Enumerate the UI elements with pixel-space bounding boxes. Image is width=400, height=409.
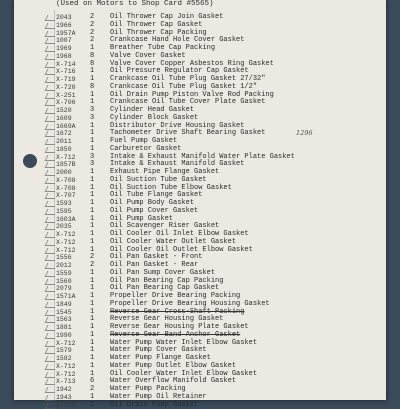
part-number: 1545 bbox=[56, 309, 86, 317]
quantity: 2 bbox=[90, 30, 102, 38]
part-number: X-713 bbox=[56, 378, 86, 386]
gasket-description: Oil Cooler Water Outlet Gasket bbox=[110, 239, 236, 247]
part-number: X-714 bbox=[56, 61, 86, 69]
gasket-description: Water Pump Packing bbox=[110, 386, 186, 394]
part-number: X-708 bbox=[56, 177, 86, 185]
part-number: X-251 bbox=[56, 92, 86, 100]
part-number: 1672 bbox=[56, 130, 86, 138]
part-number: 1857B bbox=[56, 161, 86, 169]
gasket-description: Oil Scavenger Riser Gasket bbox=[110, 223, 219, 231]
gasket-description: Water Pump Cover Gasket bbox=[110, 347, 207, 355]
quantity: 1 bbox=[90, 316, 102, 324]
part-number: X-712 bbox=[56, 371, 86, 379]
gasket-description: Oil Drain Pump Gasket bbox=[110, 402, 198, 409]
quantity: 1 bbox=[90, 270, 102, 278]
part-number: 1881 bbox=[56, 324, 86, 332]
gasket-description: Water Overflow Manifold Gasket bbox=[110, 378, 236, 386]
gasket-description: Crankcase Hand Hole Cover Gasket bbox=[110, 37, 244, 45]
quantity: 8 bbox=[90, 84, 102, 92]
part-number: 1593 bbox=[56, 200, 86, 208]
gasket-description: Valve Cover Gasket bbox=[110, 53, 186, 61]
part-number: 2012 bbox=[56, 262, 86, 270]
part-number: X-709 bbox=[56, 402, 86, 409]
gasket-description: Reverse Gear Band Anchor Gasket bbox=[110, 332, 240, 340]
part-number: 1849 bbox=[56, 301, 86, 309]
quantity: 3 bbox=[90, 161, 102, 169]
part-number: X-720 bbox=[56, 84, 86, 92]
gasket-description: Oil Cooler Water Inlet Elbow Gasket bbox=[110, 371, 257, 379]
list-item bbox=[14, 402, 386, 409]
quantity: 2 bbox=[90, 262, 102, 270]
gasket-description: Oil Suction Tube Elbow Gasket bbox=[110, 185, 232, 193]
quantity: 1 bbox=[90, 394, 102, 402]
quantity: 1 bbox=[90, 177, 102, 185]
part-number: X-712 bbox=[56, 154, 86, 162]
quantity: 2 bbox=[90, 402, 102, 409]
part-number: 1563 bbox=[56, 316, 86, 324]
parts-list-page bbox=[14, 0, 386, 400]
gasket-description: Crankcase Oil Tube Plug Gasket 27/32" bbox=[110, 76, 265, 84]
quantity: 1 bbox=[90, 324, 102, 332]
quantity: 1 bbox=[90, 309, 102, 317]
gasket-description: Oil Cooler Oil Inlet Elbow Gasket bbox=[110, 231, 249, 239]
gasket-description: Distributor Drive Housing Gasket bbox=[110, 123, 244, 131]
quantity: 1 bbox=[90, 278, 102, 286]
part-number: 1582 bbox=[56, 355, 86, 363]
quantity: 1 bbox=[90, 146, 102, 154]
part-number: 1966 bbox=[56, 22, 86, 30]
part-number: 1603A bbox=[56, 216, 86, 224]
page-header: (Used on Motors to Shop Card #5565) bbox=[56, 0, 214, 8]
list-item bbox=[14, 107, 386, 115]
gasket-description: Water Pump Flange Gasket bbox=[110, 355, 211, 363]
part-number: 1990 bbox=[56, 332, 86, 340]
part-number: 2043 bbox=[56, 14, 86, 22]
gasket-description: Crankcase Oil Tube Plug Gasket 1/2" bbox=[110, 84, 257, 92]
quantity: 1 bbox=[90, 247, 102, 255]
quantity: 1 bbox=[90, 169, 102, 177]
gasket-description: Fuel Pump Gasket bbox=[110, 138, 177, 146]
quantity: 1 bbox=[90, 371, 102, 379]
part-number: 1968 bbox=[56, 53, 86, 61]
part-number: X-706 bbox=[56, 99, 86, 107]
part-number: 1007 bbox=[56, 37, 86, 45]
quantity: 1 bbox=[90, 138, 102, 146]
gasket-description: Oil Pan Bearing Cap Gasket bbox=[110, 285, 219, 293]
part-number: 2035 bbox=[56, 223, 86, 231]
part-number: 1850 bbox=[56, 146, 86, 154]
part-number: 1571A bbox=[56, 293, 86, 301]
list-item bbox=[14, 192, 386, 200]
quantity: 1 bbox=[90, 355, 102, 363]
quantity: 1 bbox=[90, 192, 102, 200]
gasket-description: Crankcase Oil Tube Cover Plate Gasket bbox=[110, 99, 265, 107]
gasket-description: Oil Thrower Cap Join Gasket bbox=[110, 14, 223, 22]
quantity: 2 bbox=[90, 22, 102, 30]
list-item bbox=[14, 138, 386, 146]
quantity: 2 bbox=[90, 386, 102, 394]
part-number: 1957A bbox=[56, 30, 86, 38]
gasket-description: Oil Pan Sump Cover Gasket bbox=[110, 270, 215, 278]
handwritten-note: 1296 bbox=[296, 130, 313, 138]
part-number: X-712 bbox=[56, 231, 86, 239]
part-number: X-708 bbox=[56, 185, 86, 193]
quantity: 1 bbox=[90, 208, 102, 216]
gasket-description: Water Pump Water Inlet Elbow Gasket bbox=[110, 340, 257, 348]
part-number: 1560 bbox=[56, 278, 86, 286]
quantity: 1 bbox=[90, 45, 102, 53]
gasket-description: Water Pump Outlet Elbow Gasket bbox=[110, 363, 236, 371]
part-number: 2079 bbox=[56, 285, 86, 293]
list-item bbox=[14, 99, 386, 107]
gasket-description: Oil Thrower Cap Gasket bbox=[110, 22, 202, 30]
quantity: 1 bbox=[90, 340, 102, 348]
part-number: X-712 bbox=[56, 340, 86, 348]
part-number: 1579 bbox=[56, 347, 86, 355]
gasket-description: Oil Pressure Regulator Cap Gasket bbox=[110, 68, 249, 76]
quantity: 1 bbox=[90, 347, 102, 355]
gasket-description: Exhaust Pipe Flange Gasket bbox=[110, 169, 219, 177]
list-item bbox=[14, 130, 386, 138]
part-number: X-712 bbox=[56, 239, 86, 247]
gasket-description: Intake & Exhaust Manifold Water Plate Gasket bbox=[110, 154, 295, 162]
gasket-description: Reverse Gear Cross-Shaft Packing bbox=[110, 309, 244, 317]
quantity: 1 bbox=[90, 332, 102, 340]
list-item bbox=[14, 378, 386, 386]
gasket-description: Intake & Exhaust Manifold Gasket bbox=[110, 161, 244, 169]
quantity: 1 bbox=[90, 185, 102, 193]
part-number: 1969 bbox=[56, 45, 86, 53]
part-number: X-712 bbox=[56, 363, 86, 371]
part-number: 1609 bbox=[56, 115, 86, 123]
part-number: X-719 bbox=[56, 76, 86, 84]
quantity: 2 bbox=[90, 14, 102, 22]
gasket-description: Oil Pan Gasket - Front bbox=[110, 254, 202, 262]
quantity: 8 bbox=[90, 53, 102, 61]
quantity: 1 bbox=[90, 301, 102, 309]
quantity: 1 bbox=[90, 200, 102, 208]
list-item bbox=[14, 45, 386, 53]
part-number: X-712 bbox=[56, 247, 86, 255]
list-item bbox=[14, 394, 386, 402]
quantity: 1 bbox=[90, 99, 102, 107]
gasket-description: Cylinder Block Gasket bbox=[110, 115, 198, 123]
gasket-description: Water Pump Oil Retainer bbox=[110, 394, 207, 402]
part-number: 1595 bbox=[56, 208, 86, 216]
quantity: 8 bbox=[90, 61, 102, 69]
quantity: 1 bbox=[90, 130, 102, 138]
part-number: 1559 bbox=[56, 270, 86, 278]
gasket-description: Carburetor Gasket bbox=[110, 146, 181, 154]
part-number: 2000 bbox=[56, 169, 86, 177]
quantity: 1 bbox=[90, 92, 102, 100]
quantity: 1 bbox=[90, 239, 102, 247]
list-item bbox=[14, 208, 386, 216]
quantity: 1 bbox=[90, 231, 102, 239]
gasket-description: Oil Cooler Oil Outlet Elbow Gasket bbox=[110, 247, 253, 255]
quantity: 6 bbox=[90, 378, 102, 386]
part-number: 1943 bbox=[56, 394, 86, 402]
gasket-description: Oil Pan Bearing Cap Packing bbox=[110, 278, 223, 286]
gasket-description: Propeller Drive Bearing Housing Gasket bbox=[110, 301, 270, 309]
quantity: 1 bbox=[90, 68, 102, 76]
gasket-description: Oil Pump Cover Gasket bbox=[110, 208, 198, 216]
gasket-description: Tachometer Drive Shaft Bearing Gasket bbox=[110, 130, 265, 138]
quantity: 3 bbox=[90, 115, 102, 123]
quantity: 1 bbox=[90, 216, 102, 224]
part-number: 1556 bbox=[56, 254, 86, 262]
part-number: 1942 bbox=[56, 386, 86, 394]
quantity: 2 bbox=[90, 37, 102, 45]
gasket-description: Oil Thrower Cap Packing bbox=[110, 30, 207, 38]
gasket-description: Oil Pan Gasket - Rear bbox=[110, 262, 198, 270]
quantity: 1 bbox=[90, 285, 102, 293]
quantity: 1 bbox=[90, 363, 102, 371]
part-number: 1520 bbox=[56, 107, 86, 115]
quantity: 1 bbox=[90, 76, 102, 84]
part-number: X-716 bbox=[56, 68, 86, 76]
gasket-description: Oil Drain Pump Piston Valve Rod Packing bbox=[110, 92, 274, 100]
gasket-description: Cylinder Head Gasket bbox=[110, 107, 194, 115]
gasket-description: Breather Tube Cap Packing bbox=[110, 45, 215, 53]
gasket-description: Reverse Gear Housing Gasket bbox=[110, 316, 223, 324]
part-number: 1669A bbox=[56, 123, 86, 131]
list-item bbox=[14, 254, 386, 262]
quantity: 3 bbox=[90, 154, 102, 162]
quantity: 1 bbox=[90, 123, 102, 131]
gasket-description: Propeller Drive Bearing Packing bbox=[110, 293, 240, 301]
gasket-description: Oil Tube Flange Gasket bbox=[110, 192, 202, 200]
gasket-description: Valve Cover Copper Asbestos Ring Gasket bbox=[110, 61, 274, 69]
part-number: 2011 bbox=[56, 138, 86, 146]
gasket-description: Oil Pump Gasket bbox=[110, 216, 173, 224]
quantity: 1 bbox=[90, 293, 102, 301]
gasket-description: Reverse Gear Housing Plate Gasket bbox=[110, 324, 249, 332]
gasket-description: Oil Pump Body Gasket bbox=[110, 200, 194, 208]
list-item bbox=[14, 200, 386, 208]
gasket-description: Oil Suction Tube Gasket bbox=[110, 177, 207, 185]
gasket-list bbox=[14, 14, 386, 409]
quantity: 3 bbox=[90, 107, 102, 115]
quantity: 1 bbox=[90, 223, 102, 231]
quantity: 2 bbox=[90, 254, 102, 262]
part-number: X-707 bbox=[56, 192, 86, 200]
